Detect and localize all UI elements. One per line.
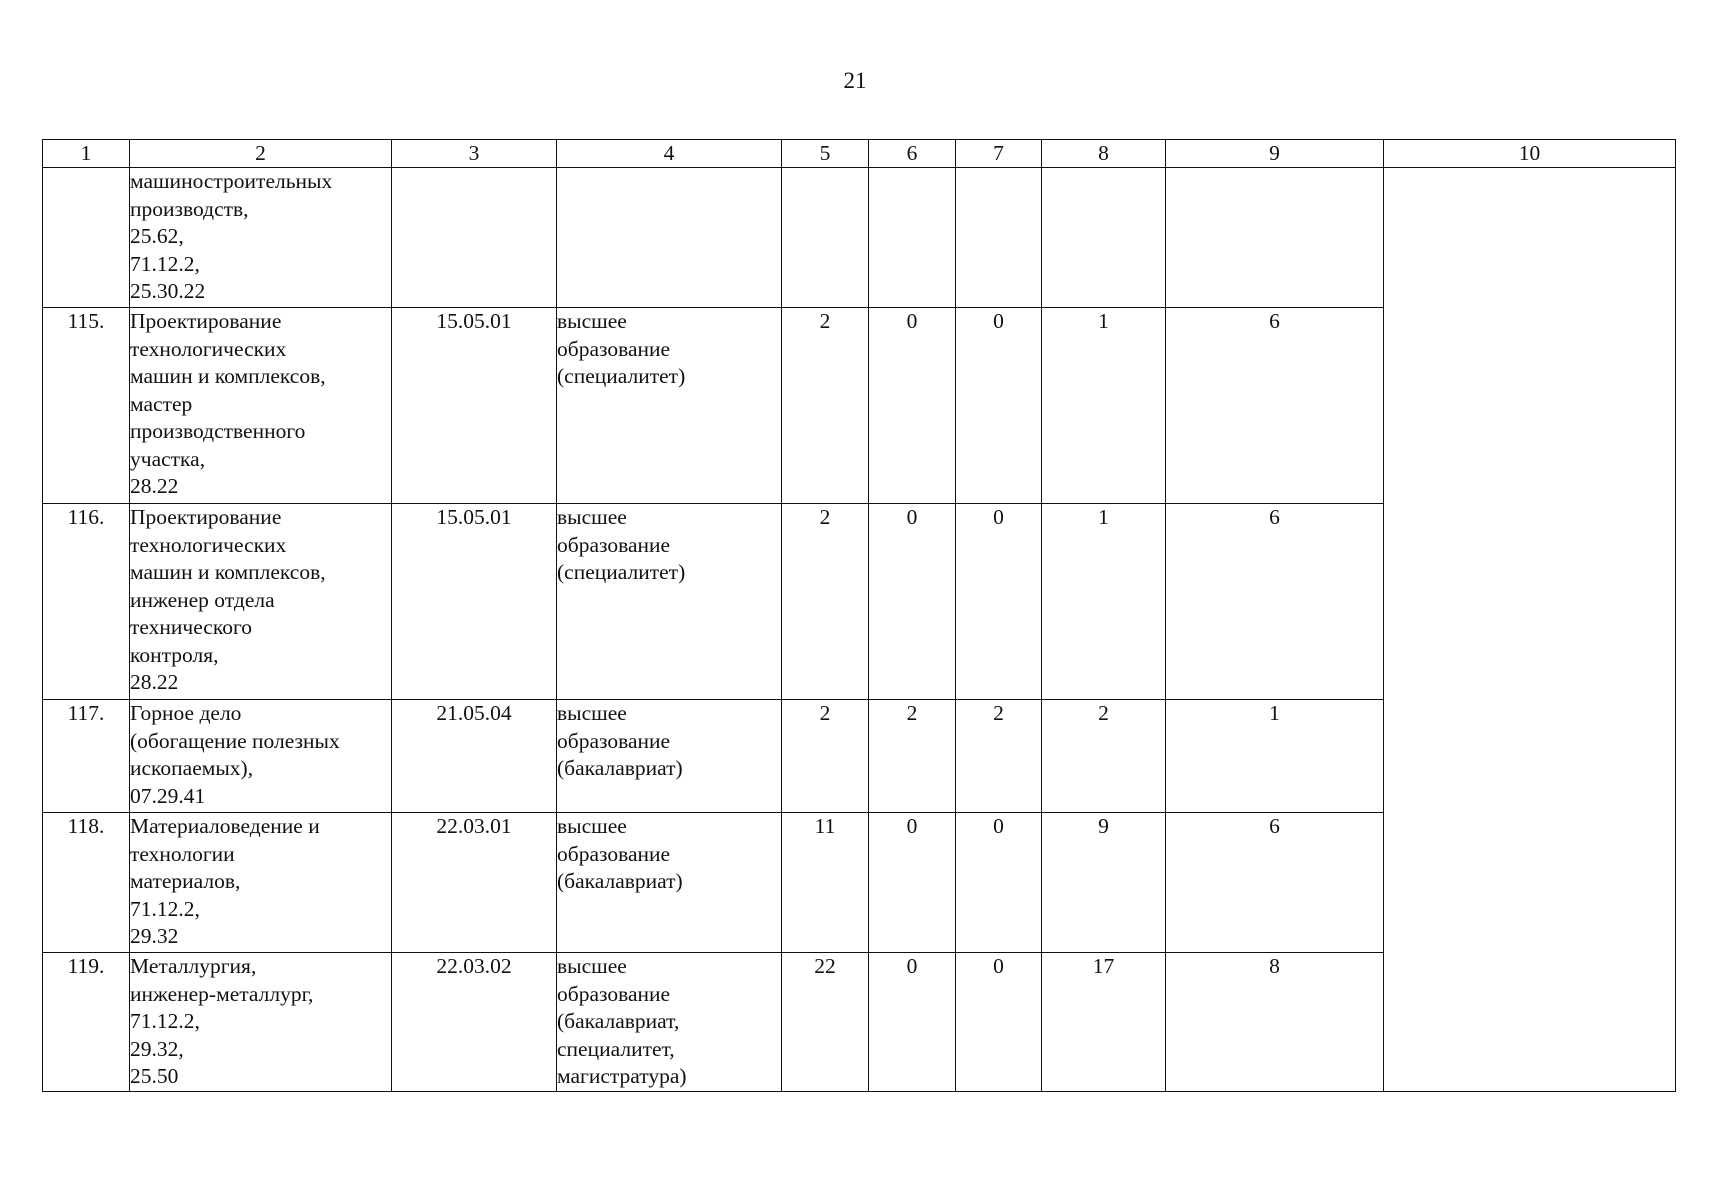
value-col-5 xyxy=(782,168,869,308)
value-col-7: 0 xyxy=(956,504,1042,700)
specialty-name-line: Металлургия, xyxy=(130,954,257,978)
value-col-9: 6 xyxy=(1166,504,1384,700)
value-col-9 xyxy=(1166,168,1384,308)
education-level-line: (специалитет) xyxy=(557,560,686,584)
value-col-8: 2 xyxy=(1042,700,1166,813)
column-header: 7 xyxy=(956,140,1042,168)
specialty-name-line: Проектирование xyxy=(130,505,282,529)
education-level-line: образование xyxy=(557,728,671,753)
value-col-8: 17 xyxy=(1042,953,1166,1092)
specialty-name-line: 28.22 xyxy=(130,670,179,694)
row-number: 119. xyxy=(43,953,130,1092)
specialty-name-line: производственного xyxy=(130,419,306,443)
specialty-name-line: машин и комплексов, xyxy=(130,364,326,388)
specialty-name-line: 71.12.2, xyxy=(130,1009,200,1033)
specialty-name-line: 25.62, xyxy=(130,224,184,248)
specialty-code: 22.03.01 xyxy=(392,813,557,953)
education-level-line: образование xyxy=(557,336,671,361)
column-header: 1 xyxy=(43,140,130,168)
specialty-name-line: 07.29.41 xyxy=(130,783,206,808)
specialty-name-line: 71.12.2, xyxy=(130,251,200,276)
specialty-name-line: материалов, xyxy=(130,869,241,893)
value-col-8: 1 xyxy=(1042,308,1166,504)
page-number: 21 xyxy=(843,68,867,93)
education-level xyxy=(557,700,782,813)
specialty-code xyxy=(392,168,557,308)
specialty-name-line: Материаловедение и xyxy=(130,814,320,838)
specialty-name-line: 29.32, xyxy=(130,1036,184,1061)
education-level xyxy=(557,168,782,308)
column-10-cell xyxy=(1384,168,1676,1092)
column-header: 9 xyxy=(1166,140,1384,168)
specialty-name-line: мастер xyxy=(130,391,193,416)
value-col-5: 2 xyxy=(782,308,869,504)
value-col-6: 0 xyxy=(869,953,956,1092)
specialty-name-line: инженер-металлург, xyxy=(130,981,314,1006)
education-level-line: образование xyxy=(557,981,671,1006)
column-header: 10 xyxy=(1384,140,1676,168)
education-level-line: образование xyxy=(557,532,671,557)
specialty-name-line: технологических xyxy=(130,336,287,361)
specialty-code: 21.05.04 xyxy=(392,700,557,813)
education-level xyxy=(557,953,782,1092)
specialty-name-line: Проектирование xyxy=(130,309,282,333)
value-col-5: 2 xyxy=(782,700,869,813)
specialty-name-line: 29.32 xyxy=(130,924,179,948)
specialty-name-line: машин и комплексов, xyxy=(130,560,326,584)
specialty-name-line: технического xyxy=(130,615,252,639)
column-header: 3 xyxy=(392,140,557,168)
value-col-9: 6 xyxy=(1166,813,1384,953)
education-level-line: магистратура) xyxy=(557,1064,687,1088)
value-col-8: 9 xyxy=(1042,813,1166,953)
specialty-name-line: Горное дело xyxy=(130,701,242,725)
specialty-name xyxy=(130,308,392,504)
specialty-code: 15.05.01 xyxy=(392,504,557,700)
value-col-7: 0 xyxy=(956,308,1042,504)
specialty-name xyxy=(130,953,392,1092)
column-header: 4 xyxy=(557,140,782,168)
education-level-line: высшее xyxy=(557,505,627,529)
education-level-line: (бакалавриат, xyxy=(557,1009,680,1033)
education-level-line: высшее xyxy=(557,309,627,333)
education-level-line: высшее xyxy=(557,701,627,725)
specialty-name-line: 71.12.2, xyxy=(130,896,200,921)
specialty-name xyxy=(130,168,392,308)
header-row xyxy=(43,140,1676,168)
education-level xyxy=(557,504,782,700)
education-level xyxy=(557,308,782,504)
row-number: 116. xyxy=(43,504,130,700)
specialty-name-line: производств, xyxy=(130,196,249,221)
value-col-9: 6 xyxy=(1166,308,1384,504)
education-level-line: образование xyxy=(557,841,671,866)
value-col-5: 22 xyxy=(782,953,869,1092)
specialty-code: 22.03.02 xyxy=(392,953,557,1092)
education-level-line: (бакалавриат) xyxy=(557,756,683,780)
specialty-name xyxy=(130,813,392,953)
specialty-code: 15.05.01 xyxy=(392,308,557,504)
specialty-name-line: 25.30.22 xyxy=(130,279,206,303)
education-level-line: (бакалавриат) xyxy=(557,869,683,893)
education-level-line: (специалитет) xyxy=(557,364,686,388)
value-col-8 xyxy=(1042,168,1166,308)
specialty-name-line: участка, xyxy=(130,446,206,471)
column-header: 8 xyxy=(1042,140,1166,168)
education-level xyxy=(557,813,782,953)
specialty-name xyxy=(130,504,392,700)
value-col-6: 0 xyxy=(869,813,956,953)
value-col-6: 2 xyxy=(869,700,956,813)
specialty-name-line: контроля, xyxy=(130,642,219,667)
education-level-line: специалитет, xyxy=(557,1036,675,1061)
value-col-9: 1 xyxy=(1166,700,1384,813)
column-header: 6 xyxy=(869,140,956,168)
education-level-line: высшее xyxy=(557,954,627,978)
row-number: 118. xyxy=(43,813,130,953)
value-col-7: 0 xyxy=(956,813,1042,953)
column-header: 5 xyxy=(782,140,869,168)
specialty-name-line: ископаемых), xyxy=(130,756,254,780)
value-col-6: 0 xyxy=(869,504,956,700)
specialty-name-line: машиностроительных xyxy=(130,169,333,193)
specialty-name-line: инженер отдела xyxy=(130,587,275,612)
specialty-name-line: 25.50 xyxy=(130,1064,179,1088)
value-col-7: 0 xyxy=(956,953,1042,1092)
value-col-5: 2 xyxy=(782,504,869,700)
specialty-name-line: 28.22 xyxy=(130,474,179,498)
education-level-line: высшее xyxy=(557,814,627,838)
value-col-9: 8 xyxy=(1166,953,1384,1092)
value-col-6: 0 xyxy=(869,308,956,504)
data-table xyxy=(42,139,1676,1092)
specialty-name-line: технологии xyxy=(130,841,235,866)
column-header: 2 xyxy=(130,140,392,168)
value-col-6 xyxy=(869,168,956,308)
value-col-7: 2 xyxy=(956,700,1042,813)
row-number xyxy=(43,168,130,308)
table-row xyxy=(43,168,1676,308)
row-number: 117. xyxy=(43,700,130,813)
value-col-7 xyxy=(956,168,1042,308)
row-number: 115. xyxy=(43,308,130,504)
value-col-5: 11 xyxy=(782,813,869,953)
specialty-name-line: технологических xyxy=(130,532,287,557)
specialty-name-line: (обогащение полезных xyxy=(130,728,340,753)
value-col-8: 1 xyxy=(1042,504,1166,700)
specialty-name xyxy=(130,700,392,813)
